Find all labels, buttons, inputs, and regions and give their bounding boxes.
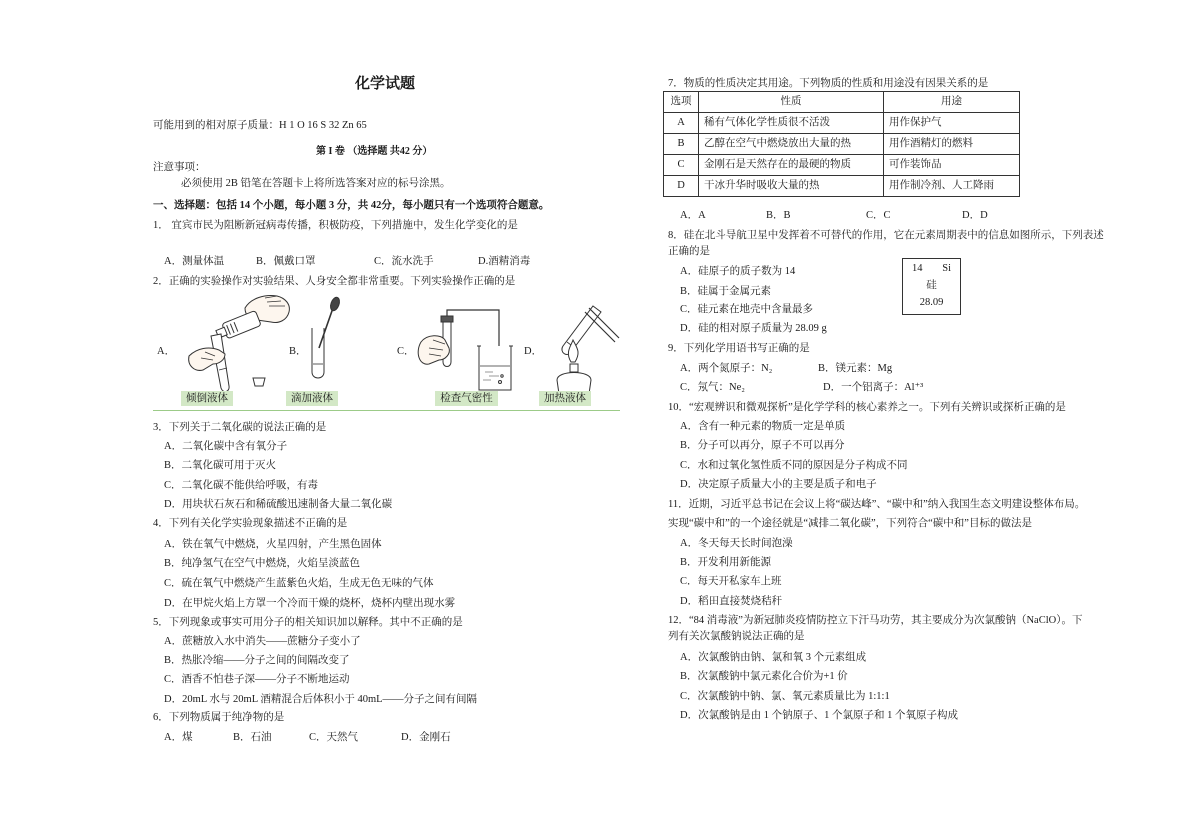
option-c: C．流水洗手 (374, 256, 434, 267)
option-d: D.酒精消毒 (478, 256, 531, 267)
page-title: 化学试题 (355, 76, 416, 92)
option-b: B．纯净氢气在空气中燃烧，火焰呈淡蓝色 (164, 558, 361, 569)
option-a: A．测量体温 (164, 256, 225, 267)
beaker-icon (479, 346, 511, 390)
table-cell: 用作保护气 (884, 113, 1020, 134)
option-d: D．稻田直接焚烧秸秆 (680, 596, 783, 607)
table-cell: 金刚石是天然存在的最硬的物质 (699, 155, 884, 176)
figure-caption: 倾倒液体 (181, 391, 233, 406)
option-a: A．煤 (164, 732, 193, 743)
option-a: A．A (680, 210, 706, 221)
table-row (664, 176, 1020, 197)
option-c: C．次氯酸钠中钠、氯、氧元素质量比为 1:1:1 (680, 691, 890, 702)
option-c: C．硫在氧气中燃烧产生蓝紫色火焰，生成无色无味的气体 (164, 578, 434, 589)
option-b: B．热胀冷缩——分子之间的间隔改变了 (164, 655, 350, 666)
atomic-masses: 可能用到的相对原子质量：H 1 O 16 S 32 Zn 65 (153, 120, 367, 131)
option-b: B．B (766, 210, 791, 221)
option-c: C．每天开私家车上班 (680, 576, 782, 587)
option-b: B．石油 (233, 732, 272, 743)
table-cell: D (664, 176, 699, 197)
question-stem-cont: 实现“碳中和”的一个途径就是“减排二氧化碳”，下列符合“碳中和”目标的做法是 (668, 518, 1032, 529)
part-instructions: 一、选择题：包括 14 个小题，每小题 3 分，共 42分，每小题只有一个选项符合题意。 (153, 200, 550, 211)
option-b: B． (289, 346, 307, 357)
question-stem: 2．正确的实验操作对实验结果、人身安全都非常重要。下列实验操作正确的是 (153, 276, 516, 287)
option-a: A．冬天每天长时间泡澡 (680, 538, 793, 549)
question-stem: 5．下列现象或事实可用分子的相关知识加以解释。其中不正确的是 (153, 617, 463, 628)
option-c: C．天然气 (309, 732, 359, 743)
rubber-stopper (441, 316, 453, 322)
dropping-liquid-figure (312, 296, 341, 378)
dropper-bulb-icon (329, 296, 341, 312)
option-b: B．硅属于金属元素 (680, 286, 772, 297)
question-stem: 3．下列关于二氧化碳的说法正确的是 (153, 422, 327, 433)
question-stem: 4．下列有关化学实验现象描述不正确的是 (153, 518, 348, 529)
table-cell: 用作酒精灯的燃料 (884, 134, 1020, 155)
option-d: D．20mL 水与 20mL 酒精混合后体积小于 40mL——分子之间有间隔 (164, 694, 478, 705)
table-cell: A (664, 113, 699, 134)
option-a: A．含有一种元素的物质一定是单质 (680, 421, 846, 432)
option-d: D．D (962, 210, 988, 221)
table-row (664, 155, 1020, 176)
option-c: C．C (866, 210, 891, 221)
question-stem: 11．近期，习近平总书记在会议上将“碳达峰”、“碳中和”纳入我国生态文明建设整体布局。 (668, 499, 1086, 510)
option-b: B．次氯酸钠中氯元素化合价为+1 价 (680, 671, 848, 682)
option-a: A．硅原子的质子数为 14 (680, 266, 796, 277)
table-header: 用途 (884, 92, 1020, 113)
notice-text: 必须使用 2B 铅笔在答题卡上将所选答案对应的标号涂黑。 (181, 178, 451, 189)
section-header: 第 I 卷 （选择题 共42 分） (316, 146, 433, 157)
option-d: D． (524, 346, 543, 357)
property-use-table (663, 91, 1020, 197)
question-stem: 1． 宜宾市民为阻断新冠病毒传播，积极防疫，下列措施中，发生化学变化的是 (153, 220, 518, 231)
option-a: A．蔗糖放入水中消失——蔗糖分子变小了 (164, 636, 361, 647)
table-cell: C (664, 155, 699, 176)
option-d: D．一个铝离子：Al⁺³ (823, 382, 924, 393)
table-row (664, 113, 1020, 134)
option-c: C．二氧化碳不能供给呼吸，有毒 (164, 480, 319, 491)
element-name: 硅 (926, 280, 937, 291)
periodic-table-cell (902, 258, 961, 315)
figure-caption: 滴加液体 (286, 391, 338, 406)
test-tube-icon (562, 306, 601, 354)
option-b: B．佩戴口罩 (256, 256, 316, 267)
option-d: D．在甲烷火焰上方罩一个冷而干燥的烧杯，烧杯内壁出现水雾 (164, 598, 456, 609)
option-a: A．铁在氧气中燃烧，火星四射，产生黑色固体 (164, 539, 382, 550)
table-cell: 用作制冷剂、人工降雨 (884, 176, 1020, 197)
option-b: B．镁元素：Mg (818, 363, 893, 374)
table-cell: 可作装饰品 (884, 155, 1020, 176)
question-stem: 7．物质的性质决定其用途。下列物质的性质和用途没有因果关系的是 (668, 78, 989, 89)
figure-caption: 检查气密性 (435, 391, 498, 406)
option-c: C．酒香不怕巷子深——分子不断地运动 (164, 674, 350, 685)
question-stem: 9．下列化学用语书写正确的是 (668, 343, 810, 354)
option-a: A．次氯酸钠由钠、氯和氧 3 个元素组成 (680, 652, 867, 663)
table-cell: B (664, 134, 699, 155)
option-d: D．硅的相对原子质量为 28.09 g (680, 323, 827, 334)
table-header-row (664, 92, 1020, 113)
question-stem-cont: 正确的是 (668, 246, 710, 257)
question-stem: 6．下列物质属于纯净物的是 (153, 712, 285, 723)
option-d: D．金刚石 (401, 732, 451, 743)
option-d: D．次氯酸钠是由 1 个钠原子、1 个氯原子和 1 个氧原子构成 (680, 710, 958, 721)
option-a: A．两个氮原子：N₂ (680, 363, 773, 374)
divider (153, 410, 620, 411)
table-cell: 乙醇在空气中燃烧放出大量的热 (699, 134, 884, 155)
table-cell: 稀有气体化学性质很不活泼 (699, 113, 884, 134)
element-symbol: Si (942, 263, 951, 274)
option-c: C．硅元素在地壳中含量最多 (680, 304, 814, 315)
notice-label: 注意事项： (153, 162, 206, 173)
option-b: B．开发利用新能源 (680, 557, 772, 568)
test-tube-icon (312, 328, 324, 378)
option-b: B．分子可以再分，原子不可以再分 (680, 440, 845, 451)
table-cell: 干冰升华时吸收大量的热 (699, 176, 884, 197)
option-c: C．水和过氧化氢性质不同的原因是分子构成不同 (680, 460, 908, 471)
option-d: D．决定原子质量大小的主要是质子和电子 (680, 479, 877, 490)
question-stem: 12．“84 消毒液”为新冠肺炎疫情防控立下汗马功劳，其主要成分为次氯酸钠（NaClO）。下 (668, 615, 1083, 626)
table-header: 选项 (664, 92, 699, 113)
table-header: 性质 (699, 92, 884, 113)
option-c: C． (397, 346, 415, 357)
figure-caption: 加热液体 (539, 391, 591, 406)
question-stem: 10．“宏观辨识和微观探析”是化学学科的核心素养之一。下列有关辨识或探析正确的是 (668, 402, 1066, 413)
question-stem: 8．硅在北斗导航卫星中发挥着不可替代的作用，它在元素周期表中的信息如图所示，下列表述 (668, 230, 1104, 241)
option-d: D．用块状石灰石和稀硫酸迅速制备大量二氧化碳 (164, 499, 393, 510)
question-stem-cont: 列有关次氯酸钠说法正确的是 (668, 631, 805, 642)
option-a: A． (157, 346, 176, 357)
airtightness-check-figure (418, 310, 513, 390)
atomic-number: 14 (912, 263, 923, 274)
option-a: A．二氧化碳中含有氧分子 (164, 441, 288, 452)
atomic-mass: 28.09 (919, 297, 944, 308)
option-c: C．氖气：Ne₂ (680, 382, 745, 393)
bottle-stopper-icon (253, 378, 265, 386)
heating-liquid-figure (557, 306, 619, 394)
option-b: B．二氧化碳可用于灭火 (164, 460, 277, 471)
table-row (664, 134, 1020, 155)
pouring-liquid-figure (189, 296, 290, 392)
